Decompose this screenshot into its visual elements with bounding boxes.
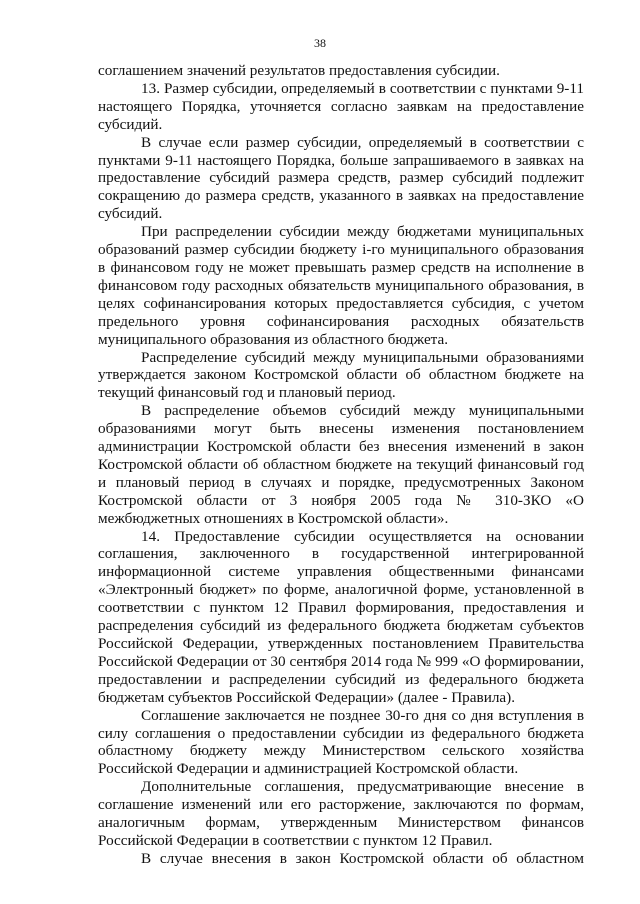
paragraph-continuation: соглашением значений результатов предоставления субсидии. [98, 62, 500, 79]
page-number: 38 [314, 36, 326, 50]
paragraph-municipal-distribution: При распределении субсидии между бюджетами муниципальных образований размер субсидии бюджету i-го муниципального образования в финансовом году не может превышать размер средств на исполнение в финансовом году расходных обязательств муниципального образования, в целях софинансирования которых предоставляется субсидия, с учетом предельного уровня софинансирования расходных обязательств муниципального образования из областного бюджета. [98, 223, 584, 348]
paragraph-subsidy-reduction: В случае если размер субсидии, определяемый в соответствии с пунктами 9-11 настоящего Порядка, больше запрашиваемого в заявках на предоставление субсидий размера средств, размер субсидий подлежит сокращению до размера средств, указанного в заявках на предоставление субсидий. [98, 133, 584, 223]
paragraph-distribution-changes: В распределение объемов субсидий между муниципальными образованиями могут быть внесены изменения постановлением администрации Костромской области без внесения изменений в закон Костромской области об областном бюджете на текущий финансовый год и плановый период в случаях и порядке, предусмотренных Законом Костромской области от 3 ноября 2005 года № 310-ЗКО «О межбюджетных отношениях в Костромской области». [98, 402, 584, 527]
paragraph-law-amendment: В случае внесения в закон Костромской области об областном [141, 849, 584, 867]
paragraph-distribution-law: Распределение субсидий между муниципальными образованиями утверждается законом Костромской области об областном бюджете на текущий финансовый год и плановый период. [98, 348, 584, 402]
paragraph-13: 13. Размер субсидии, определяемый в соответствии с пунктами 9-11 настоящего Порядка, уточняется согласно заявкам на предоставление субсидий. [98, 79, 584, 133]
paragraph-14: 14. Предоставление субсидии осуществляется на основании соглашения, заключенного в государственной интегрированной информационной системе управления общественными финансами «Электронный бюджет» по форме, аналогичной форме, установленной в соответствии с пунктом 12 Правил формирования, предоставления и распределения субсидий из федерального бюджета бюджетам субъектов Российской Федерации, утвержденных постановлением Правительства Российской Федерации от 30 сентября 2014 года № 999 «О формировании, предоставлении и распределении субсидий из федерального бюджета бюджетам субъектов Российской Федерации» (далее - Правила). [98, 527, 584, 706]
document-body [98, 62, 584, 868]
paragraph-additional-agreements: Дополнительные соглашения, предусматривающие внесение в соглашение изменений или его расторжение, заключаются по формам, аналогичным формам, утвержденным Министерством финансов Российской Федерации в соответствии с пунктом 12 Правил. [98, 778, 584, 849]
paragraph-agreement-deadline: Соглашение заключается не позднее 30-го дня со дня вступления в силу соглашения о предоставлении субсидии из федерального бюджета областному бюджету между Министерством сельского хозяйства Российской Федерации и администрацией Костромской области. [98, 706, 584, 778]
